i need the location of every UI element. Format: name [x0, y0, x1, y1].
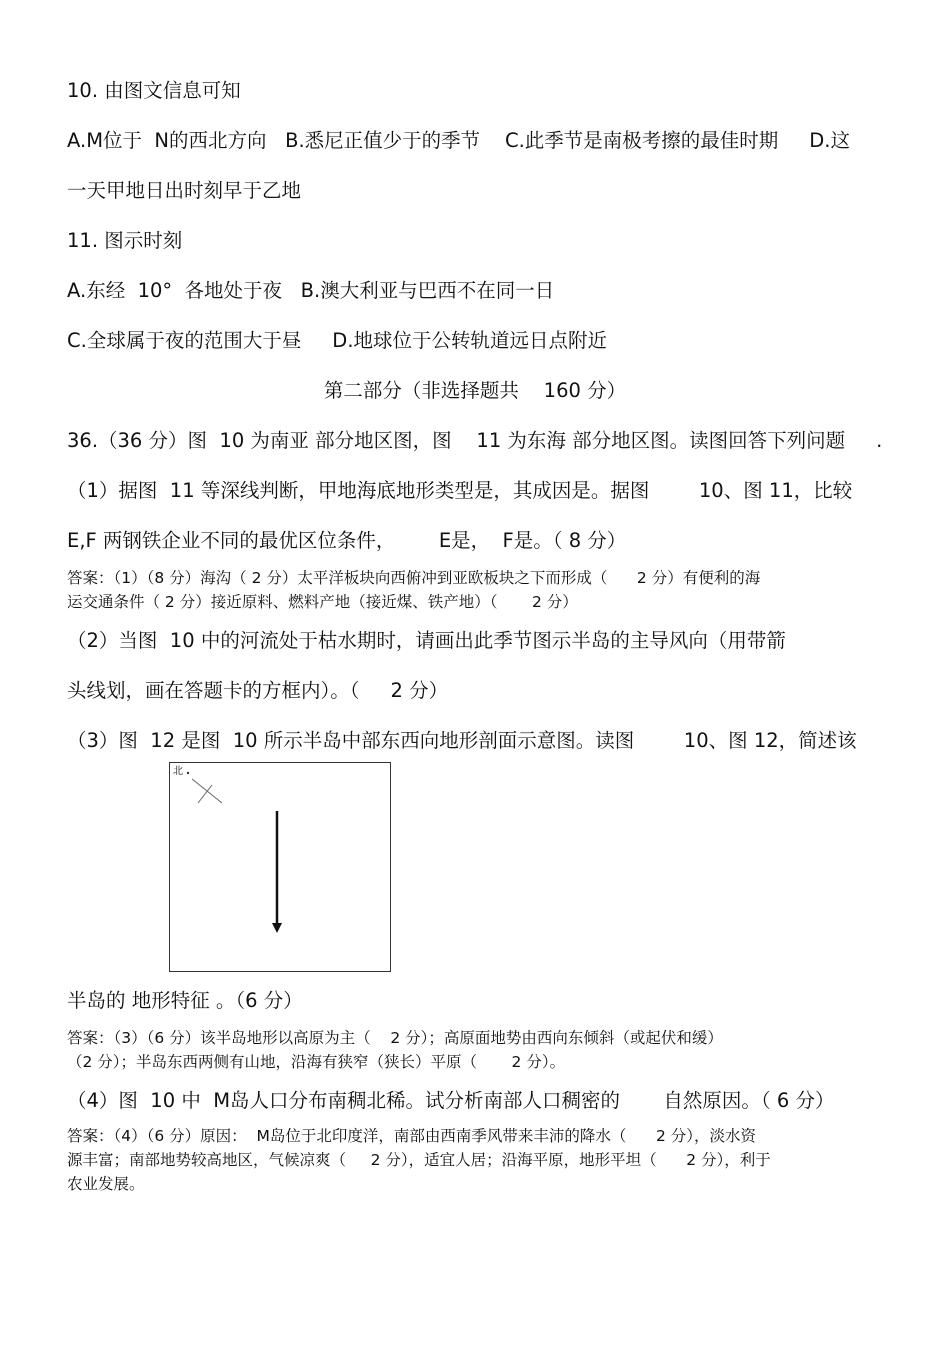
q11-stem: 11. 图示时刻	[67, 229, 183, 252]
answer-4-line2: 源丰富；南部地势较高地区，气候凉爽（ 2 分），适宜人居；沿海平原，地形平坦（ 2 分），利于	[67, 1151, 771, 1169]
wind-arrow-head-icon	[272, 923, 282, 933]
answer-4-line3: 农业发展。	[67, 1175, 145, 1193]
answer-figure-box	[169, 762, 391, 972]
q36-stem: 36.（36 分）图 10 为南亚 部分地区图，图 11 为东海 部分地区图。读图回答下列问题 .	[67, 429, 883, 452]
q36-sub3-line1: （3）图 12 是图 10 所示半岛中部东西向地形剖面示意图。读图 10、图 12，简述该	[67, 729, 857, 752]
answer-block-4	[67, 1124, 887, 1196]
q11-options-line1: A.东经 10° 各地处于夜 B.澳大利亚与巴西不在同一日	[67, 279, 555, 302]
part2-title: 第二部分（非选择题共 160 分）	[323, 379, 627, 402]
answer-4-line1: 答案：（4）（6 分）原因： M岛位于北印度洋，南部由西南季风带来丰沛的降水（ 2 分），淡水资	[67, 1127, 756, 1145]
q36-sub1-line2: E,F 两钢铁企业不同的最优区位条件， E是， F是。（ 8 分）	[67, 529, 627, 552]
north-dot	[187, 772, 189, 774]
answer-1-line1: 答案：（1）（8 分）海沟（ 2 分）太平洋板块向西俯冲到亚欧板块之下而形成（ 2 分）有便利的海	[67, 569, 761, 587]
north-label: 北	[173, 766, 183, 777]
q36-sub2-line2: 头线划，画在答题卡的方框内）。（ 2 分）	[67, 679, 449, 702]
answer-3-line2: （2 分）；半岛东西两侧有山地，沿海有狭窄（狭长）平原（ 2 分）。	[67, 1053, 566, 1071]
answer-block-1	[67, 566, 887, 614]
q10-options-line2: 一天甲地日出时刻早于乙地	[67, 179, 302, 202]
q10-stem: 10. 由图文信息可知	[67, 79, 241, 102]
answer-1-line2: 运交通条件（ 2 分）接近原料、燃料产地（接近煤、铁产地）（ 2 分）	[67, 593, 578, 611]
q36-sub4-line1: （4）图 10 中 M岛人口分布南稠北稀。试分析南部人口稠密的 自然原因。（ 6 分）	[67, 1089, 835, 1112]
answer-block-3	[67, 1026, 887, 1074]
q36-sub3-line2: 半岛的 地形特征 。（6 分）	[67, 989, 303, 1012]
wind-direction-figure	[170, 763, 392, 973]
cross-stroke-2	[198, 785, 212, 803]
q36-sub1-line1: （1）据图 11 等深线判断，甲地海底地形类型是，其成因是。据图 10、图 11，比较	[67, 479, 853, 502]
q10-options-line1: A.M位于 N的西北方向 B.悉尼正值少于的季节 C.此季节是南极考擦的最佳时期 D.这	[67, 129, 850, 152]
answer-3-line1: 答案：（3）（6 分）该半岛地形以高原为主（ 2 分）；高原面地势由西向东倾斜（或起伏和缓）	[67, 1029, 723, 1047]
q36-sub2-line1: （2）当图 10 中的河流处于枯水期时，请画出此季节图示半岛的主导风向（用带箭	[67, 629, 786, 652]
q11-options-line2: C.全球属于夜的范围大于昼 D.地球位于公转轨道远日点附近	[67, 329, 608, 352]
